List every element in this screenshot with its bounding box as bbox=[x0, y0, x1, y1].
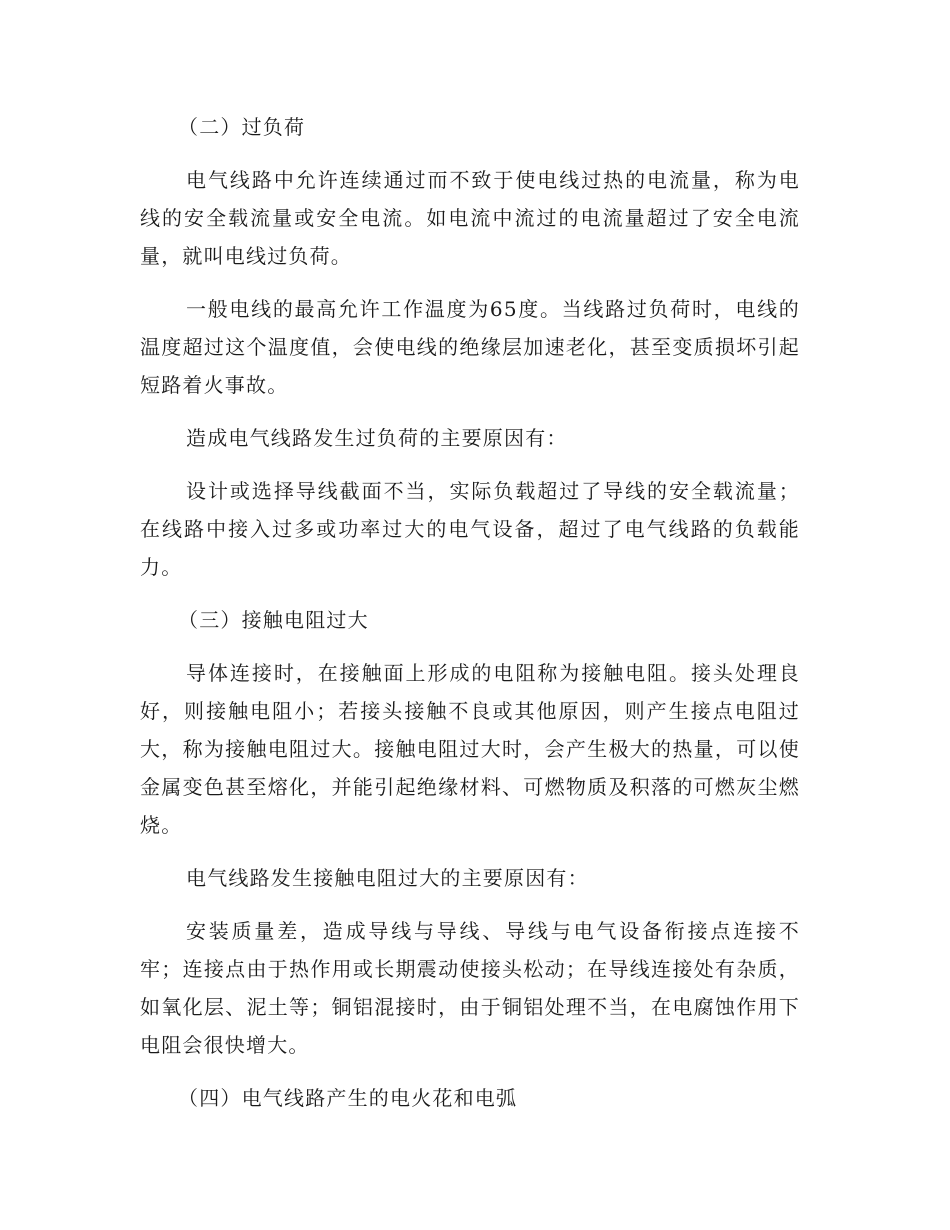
section-heading-contact-resistance: （三）接触电阻过大 bbox=[178, 608, 369, 632]
paragraph-overload-definition: 电气线路中允许连续通过而不致于使电线过热的电流量，称为电线的安全载流量或安全电流。如电流中流过的电流量超过了安全电流量，就叫电线过负荷。 bbox=[140, 168, 800, 268]
paragraph-contact-resistance-causes-intro: 电气线路发生接触电阻过大的主要原因有： bbox=[186, 866, 589, 890]
paragraph-overload-temperature: 一般电线的最高允许工作温度为65度。当线路过负荷时，电线的温度超过这个温度值，会使电线的绝缘层加速老化，甚至变质损坏引起短路着火事故。 bbox=[140, 297, 800, 397]
paragraph-contact-resistance-definition: 导体连接时，在接触面上形成的电阻称为接触电阻。接头处理良好，则接触电阻小；若接头接触不良或其他原因，则产生接点电阻过大，称为接触电阻过大。接触电阻过大时，会产生极大的热量，可以使金属变色甚至熔化，并能引起绝缘材料、可燃物质及积落的可燃灰尘燃烧。 bbox=[140, 661, 800, 837]
paragraph-overload-causes: 设计或选择导线截面不当，实际负载超过了导线的安全载流量；在线路中接入过多或功率过大的电气设备，超过了电气线路的负载能力。 bbox=[140, 479, 800, 579]
paragraph-contact-resistance-causes: 安装质量差，造成导线与导线、导线与电气设备衔接点连接不牢；连接点由于热作用或长期震动使接头松动；在导线连接处有杂质，如氧化层、泥土等；铜铝混接时，由于铜铝处理不当，在电腐蚀作用下电阻会很快增大。 bbox=[140, 919, 800, 1057]
paragraph-overload-causes-intro: 造成电气线路发生过负荷的主要原因有： bbox=[186, 426, 568, 450]
document-body bbox=[140, 108, 800, 1132]
section-heading-overload: （二）过负荷 bbox=[178, 115, 306, 139]
section-heading-sparks-arcs: （四）电气线路产生的电火花和电弧 bbox=[178, 1086, 518, 1110]
